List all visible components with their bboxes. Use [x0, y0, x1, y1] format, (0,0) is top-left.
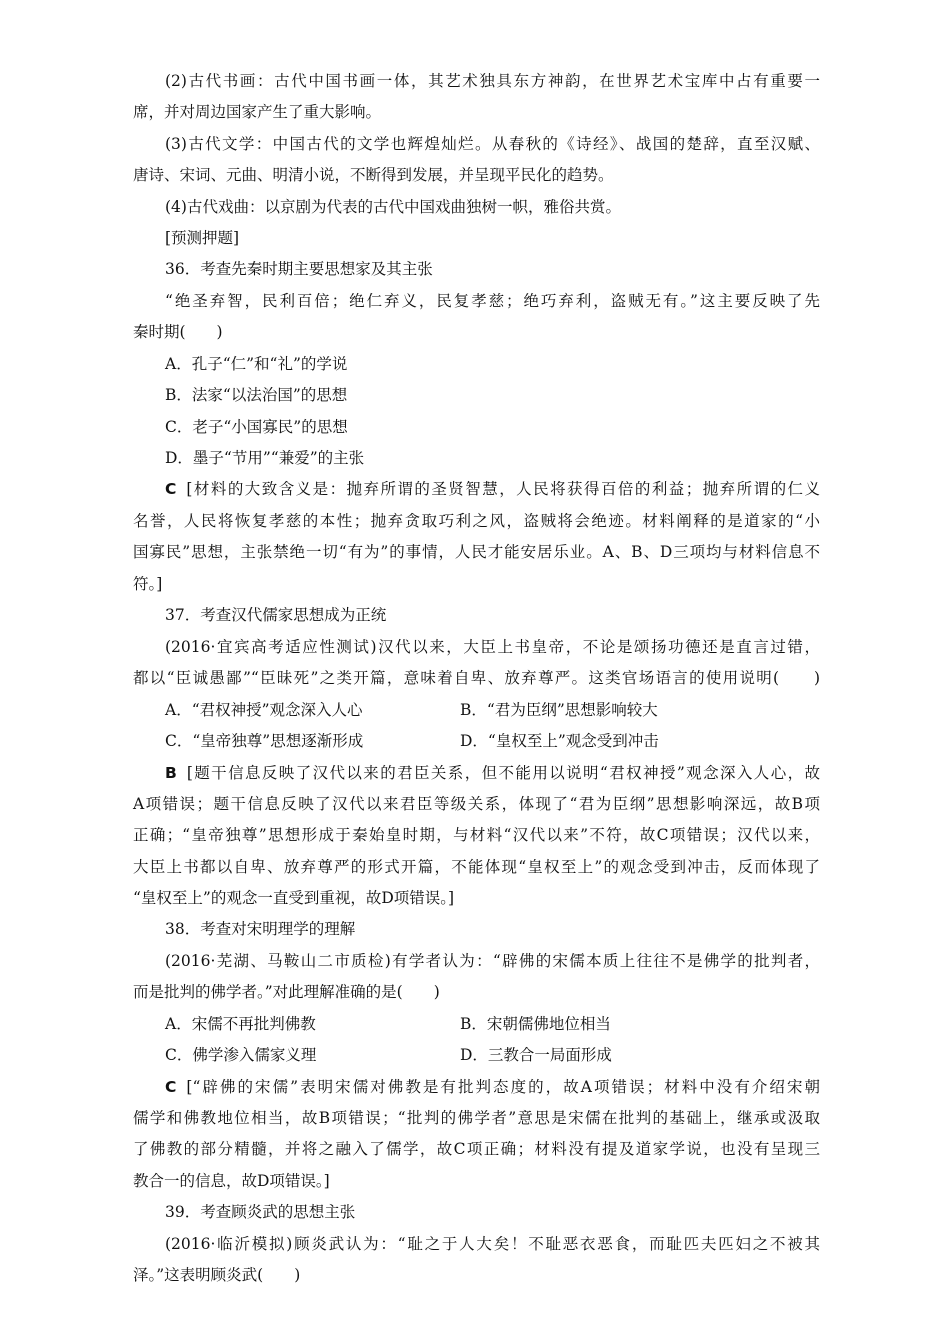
answer-letter: B: [165, 764, 177, 782]
intro-line: (4)古代戏曲：以京剧为代表的古代中国戏曲独树一帜，雅俗共赏。: [165, 198, 621, 216]
option-d: D．三教合一局面形成: [460, 1046, 612, 1064]
option-b: B．宋朝儒佛地位相当: [460, 1015, 611, 1033]
explanation-text: 大臣上书都以自卑、放弃尊严的形式开篇，不能体现“皇权至上”的观念受到冲击，反而体现了: [133, 858, 820, 876]
option-d: D．“皇权至上”观念受到冲击: [460, 732, 659, 750]
option-a: A．宋儒不再批判佛教: [165, 1015, 316, 1033]
question-stem: (2016·临沂模拟)顾炎武认为：“耻之于人大矣！不耻恶衣恶食，而耻匹夫匹妇之不被其: [165, 1235, 820, 1253]
question-stem: 泽。”这表明顾炎武( ): [133, 1266, 301, 1284]
explanation-text: [材料的大致含义是：抛弃所谓的圣贤智慧，人民将获得百倍的利益；抛弃所谓的仁义: [186, 480, 820, 498]
explanation-text: “皇权至上”的观念一直受到重视，故D项错误。]: [133, 889, 455, 907]
option-c: C．佛学渗入儒家义理: [165, 1046, 317, 1064]
intro-line: 席，并对周边国家产生了重大影响。: [133, 103, 382, 121]
question-stem: 秦时期( ): [133, 323, 223, 341]
question-title: 39．考查顾炎武的思想主张: [165, 1203, 356, 1221]
explanation-text: 了佛教的部分精髓，并将之融入了儒学，故C项正确；材料没有提及道家学说，也没有呈现三: [133, 1140, 820, 1158]
option-a: A．“君权神授”观念深入人心: [165, 701, 363, 719]
explanation-text: [题干信息反映了汉代以来的君臣关系，但不能用以说明“君权神授”观念深入人心，故: [186, 764, 820, 782]
question-stem: 而是批判的佛学者。”对此理解准确的是( ): [133, 983, 440, 1001]
explanation-text: 正确；“皇帝独尊”思想形成于秦始皇时期，与材料“汉代以来”不符，故C项错误；汉代以来，: [133, 826, 820, 844]
question-stem: 都以“臣诚愚鄙”“臣昧死”之类开篇，意味着自卑、放弃尊严。这类官场语言的使用说明( ): [133, 669, 820, 687]
intro-line: (3)古代文学：中国古代的文学也辉煌灿烂。从春秋的《诗经》、战国的楚辞，直至汉赋、: [165, 135, 820, 153]
explanation-text: 教合一的信息，故D项错误。]: [133, 1172, 330, 1190]
option-b: B．“君为臣纲”思想影响较大: [460, 701, 658, 719]
question-title: 37．考查汉代儒家思想成为正统: [165, 606, 387, 624]
answer-explanation: [165, 478, 820, 500]
question-stem: (2016·宜宾高考适应性测试)汉代以来，大臣上书皇帝，不论是颂扬功德还是直言过错，: [165, 638, 820, 656]
answer-letter: C: [165, 480, 177, 498]
question-title: 36．考查先秦时期主要思想家及其主张: [165, 260, 433, 278]
answer-explanation: [165, 1076, 820, 1098]
answer-letter: C: [165, 1078, 177, 1096]
option-c: C．“皇帝独尊”思想逐渐形成: [165, 732, 364, 750]
explanation-text: 国寡民”思想，主张禁绝一切“有为”的事情，人民才能安居乐业。A、B、D三项均与材料信息不: [133, 543, 820, 561]
explanation-text: 名誉，人民将恢复孝慈的本性；抛弃贪取巧利之风，盗贼将会绝迹。材料阐释的是道家的“小: [133, 512, 820, 530]
question-stem: “绝圣弃智，民利百倍；绝仁弃义，民复孝慈；绝巧弃利，盗贼无有。”这主要反映了先: [165, 292, 820, 310]
section-heading: [预测押题]: [165, 229, 240, 247]
explanation-text: A项错误；题干信息反映了汉代以来君臣等级关系，体现了“君为臣纲”思想影响深远，故B项: [133, 795, 820, 813]
question-title: 38．考查对宋明理学的理解: [165, 920, 356, 938]
explanation-text: 符。]: [133, 575, 163, 593]
answer-explanation: [165, 762, 820, 784]
option-c: C．老子“小国寡民”的思想: [165, 418, 348, 436]
option-d: D．墨子“节用”“兼爱”的主张: [165, 449, 365, 467]
explanation-text: 儒学和佛教地位相当，故B项错误；“批判的佛学者”意思是宋儒在批判的基础上，继承或汲取: [133, 1109, 820, 1127]
explanation-text: [“辟佛的宋儒”表明宋儒对佛教是有批判态度的，故A项错误；材料中没有介绍宋朝: [186, 1078, 820, 1096]
intro-line: (2)古代书画：古代中国书画一体，其艺术独具东方神韵，在世界艺术宝库中占有重要一: [165, 72, 820, 90]
intro-line: 唐诗、宋词、元曲、明清小说，不断得到发展，并呈现平民化的趋势。: [133, 166, 614, 184]
option-a: A．孔子“仁”和“礼”的学说: [165, 355, 348, 373]
option-b: B．法家“以法治国”的思想: [165, 386, 348, 404]
question-stem: (2016·芜湖、马鞍山二市质检)有学者认为：“辟佛的宋儒本质上往往不是佛学的批判者，: [165, 952, 820, 970]
